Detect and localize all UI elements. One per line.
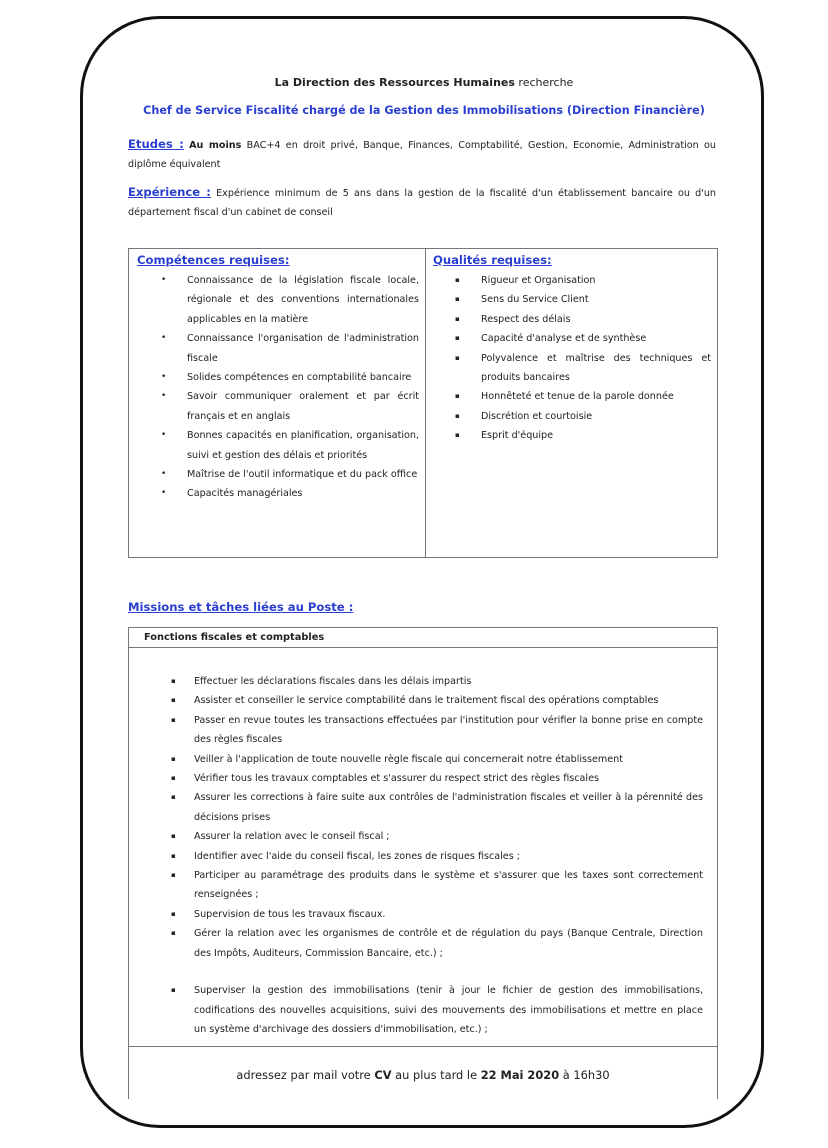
qualities-title: Qualités requises: [433, 253, 552, 267]
experience-section [128, 183, 716, 223]
bullet-icon: ▪ [455, 334, 460, 343]
list-item-text: Superviser la gestion des immobilisations (tenir à jour le fichier de gestion des immobilisations, codifications des nouvelles acquisitions, suivi des mouvements des immobilisations et mettre en place un système d'archivage des dossiers d'immobilisation, etc.) ; [194, 985, 703, 1035]
list-item-text: Esprit d'équipe [481, 430, 554, 442]
list-item-text: Participer au paramétrage des produits dans le système et s'assurer que les taxes sont correctement renseignées ; [194, 870, 703, 901]
list-item [129, 711, 703, 750]
list-item [137, 271, 419, 329]
list-item-text: Vérifier tous les travaux comptables et s'assurer du respect strict des règles fiscales [194, 773, 599, 785]
list-item [129, 866, 703, 905]
list-item-text: Respect des délais [481, 313, 571, 325]
list-item [433, 387, 711, 406]
list-item-text: Savoir communiquer oralement et par écrit français et en anglais [187, 391, 419, 422]
list-item [433, 329, 711, 348]
list-item-text: Assurer les corrections à faire suite aux contrôles de l'administration fiscales et veiller à la pérennité des décisions prises [194, 792, 703, 823]
bullet-icon: • [161, 430, 167, 441]
list-item [129, 905, 703, 924]
list-item [137, 426, 419, 465]
bullet-icon: • [161, 488, 167, 499]
list-item-text: Maîtrise de l'outil informatique et du pack office [187, 469, 418, 481]
list-item [137, 387, 419, 426]
missions-title: Missions et tâches liées au Poste : [128, 600, 354, 614]
bullet-icon: ▪ [171, 677, 176, 685]
missions-box [128, 627, 718, 1099]
experience-text: Expérience minimum de 5 ans dans la gestion de la fiscalité d'un établissement bancaire ou d'un département fiscal d'un cabinet de conseil [128, 188, 716, 219]
bullet-icon: ▪ [455, 295, 460, 304]
list-item [129, 847, 703, 866]
bullet-icon: ▪ [171, 754, 176, 763]
bullet-icon: ▪ [455, 276, 460, 284]
list-item [129, 769, 703, 788]
bullet-icon: ▪ [171, 986, 176, 995]
list-item-text: Capacité d'analyse et de synthèse [481, 333, 647, 345]
list-item [129, 750, 703, 769]
list-item-text: Assurer la relation avec le conseil fiscal ; [194, 831, 390, 843]
list-item [129, 924, 703, 963]
list-item [129, 672, 703, 691]
bullet-icon: ▪ [455, 392, 460, 401]
list-item [433, 271, 711, 290]
list-item-text: Discrétion et courtoisie [481, 410, 593, 422]
bullet-icon: • [161, 372, 167, 383]
missions-list [129, 672, 703, 1039]
list-item-text: Supervision de tous les travaux fiscaux. [194, 908, 386, 920]
list-item-text: Assister et conseiller le service comptabilité dans le traitement fiscal des opérations comptables [194, 695, 659, 707]
job-title: Chef de Service Fiscalité chargé de la Gestion des Immobilisations (Direction Financière) [143, 104, 705, 117]
list-item-text: Veiller à l'application de toute nouvelle règle fiscale qui concernerait notre établissement [194, 753, 624, 765]
qualities-list [433, 271, 711, 446]
bullet-icon: ▪ [171, 715, 176, 724]
bullet-icon: • [161, 275, 167, 285]
list-item [129, 691, 703, 710]
studies-min: Au moins [189, 140, 242, 151]
list-item-text: Sens du Service Client [481, 294, 589, 306]
experience-label: Expérience : [128, 185, 211, 199]
footer-deadline-date: 22 Mai 2020 [480, 1068, 560, 1082]
job-posting [128, 0, 720, 1148]
list-item-text: Identifier avec l'aide du conseil fiscal, les zones de risques fiscales ; [194, 850, 520, 862]
bullet-icon: ▪ [171, 909, 176, 918]
skills-title: Compétences requises: [137, 253, 290, 267]
header-verb: recherche [518, 76, 574, 89]
list-item [137, 368, 419, 387]
list-item [433, 426, 711, 445]
list-item-text: Capacités managériales [187, 488, 303, 500]
list-item-text: Effectuer les déclarations fiscales dans les délais impartis [194, 676, 472, 687]
bullet-icon: ▪ [455, 353, 460, 362]
bullet-icon: ▪ [171, 793, 176, 802]
list-item-text: Solides compétences en comptabilité bancaire [187, 372, 412, 384]
list-item-text: Connaissance l'organisation de l'administration fiscale [187, 333, 419, 364]
footer-text-1: adressez par mail votre [236, 1068, 371, 1082]
list-item-text: Connaissance de la législation fiscale locale, régionale et des conventions internationales applicables en la matière [187, 275, 419, 325]
application-note [129, 1046, 717, 1085]
requirements-table [128, 248, 718, 558]
list-item [129, 827, 703, 846]
list-item [433, 407, 711, 426]
hr-department: La Direction des Ressources Humaines [274, 76, 515, 89]
missions-section-title: Fonctions fiscales et comptables [129, 628, 717, 648]
footer-cv: CV [374, 1068, 392, 1082]
bullet-icon: ▪ [455, 314, 460, 323]
bullet-icon: • [161, 469, 167, 480]
bullet-icon: ▪ [171, 871, 176, 880]
list-item [137, 465, 419, 484]
bullet-icon: • [161, 333, 167, 344]
studies-text: BAC+4 en droit privé, Banque, Finances, Comptabilité, Gestion, Economie, Administration ou diplôme équivalent [128, 140, 716, 171]
footer-text-2: au plus tard le [395, 1068, 478, 1082]
skills-column [129, 249, 426, 557]
list-item [137, 484, 419, 503]
list-item [433, 310, 711, 329]
footer-text-3: à 16h30 [562, 1068, 610, 1082]
list-item-text: Honnêteté et tenue de la parole donnée [481, 391, 674, 403]
list-item-text: Rigueur et Organisation [481, 275, 596, 286]
qualities-column [426, 249, 717, 557]
list-item-text: Gérer la relation avec les organismes de contrôle et de régulation du pays (Banque Centrale, Direction des Impôts, Auditeurs, Commission Bancaire, etc.) ; [194, 928, 703, 959]
list-item-text: Bonnes capacités en planification, organisation, suivi et gestion des délais et priorités [187, 430, 419, 461]
bullet-icon: ▪ [455, 411, 460, 420]
bullet-icon: ▪ [171, 832, 176, 841]
bullet-icon: • [161, 391, 167, 402]
list-item-text: Passer en revue toutes les transactions effectuées par l'institution pour vérifier la bonne prise en compte des règles fiscales [194, 714, 703, 746]
list-item [433, 290, 711, 309]
skills-list [137, 271, 419, 504]
bullet-icon: ▪ [455, 431, 460, 440]
list-item [129, 788, 703, 827]
bullet-icon: ▪ [171, 929, 176, 938]
list-item [129, 981, 703, 1039]
list-item [433, 349, 711, 388]
bullet-icon: ▪ [171, 696, 176, 705]
missions-list-wrap [129, 648, 717, 1039]
studies-label: Etudes : [128, 137, 184, 151]
bullet-icon: ▪ [171, 851, 176, 860]
studies-section [128, 135, 716, 175]
posting-header [128, 73, 720, 92]
list-item-text: Polyvalence et maîtrise des techniques et produits bancaires [481, 352, 711, 384]
list-item [137, 329, 419, 368]
bullet-icon: ▪ [171, 774, 176, 783]
